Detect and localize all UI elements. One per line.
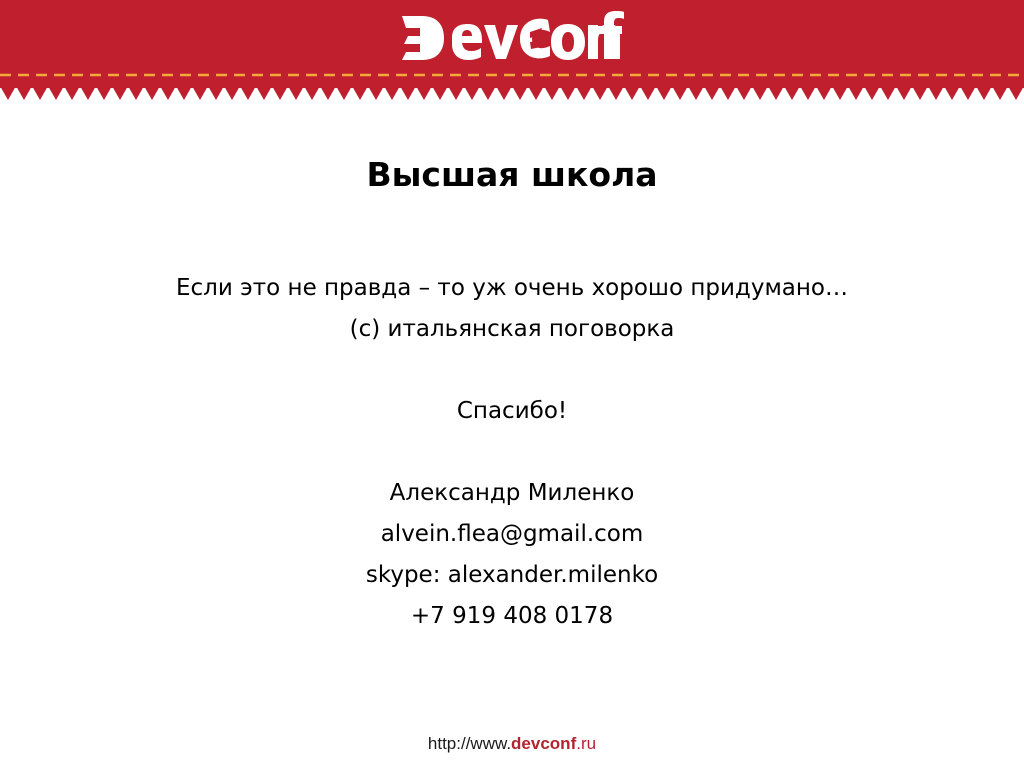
- footer-url-tld: .ru: [576, 734, 597, 753]
- author-name: Александр Миленко: [389, 480, 635, 506]
- quote-source: (с) итальянская поговорка: [349, 316, 675, 342]
- spacer: [0, 432, 1024, 473]
- author-phone: +7 919 408 0178: [410, 603, 614, 629]
- author-skype: skype: alexander.milenko: [365, 562, 659, 588]
- author-email[interactable]: alvein.flea@gmail.com: [380, 521, 644, 547]
- slide-title: Высшая школа: [366, 155, 658, 194]
- slide-body: [0, 268, 1024, 637]
- footer-url-prefix: http://www.: [427, 734, 512, 753]
- quote-text: Если это не правда – то уж очень хорошо придумано…: [175, 275, 849, 301]
- devconf-logo: [400, 8, 624, 64]
- spacer: [0, 350, 1024, 391]
- footer-url-domain: devconf: [511, 734, 577, 753]
- devconf-logo-f: [596, 8, 626, 64]
- footer-url[interactable]: [0, 734, 1024, 754]
- thanks-text: Спасибо!: [456, 398, 568, 424]
